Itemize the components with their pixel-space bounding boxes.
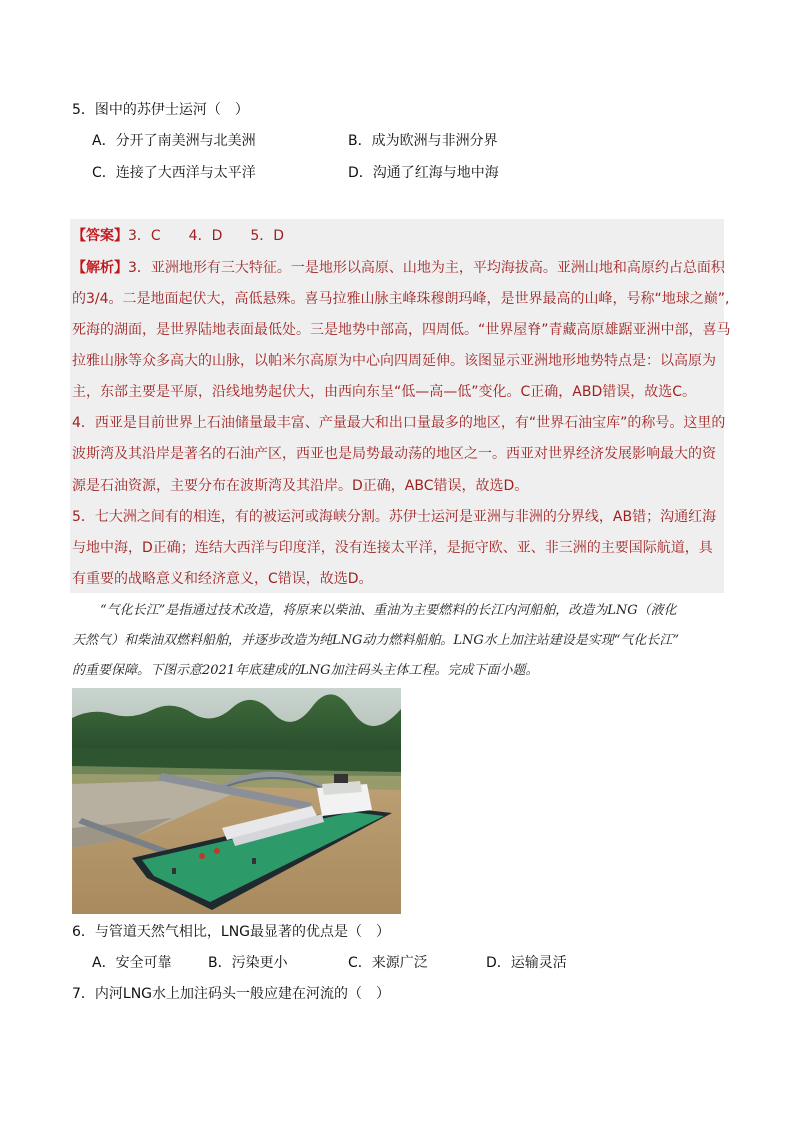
- analysis-p4-line2: 波斯湾及其沿岸是著名的石油产区，西亚也是局势最动荡的地区之一。西亚对世界经济发展影响最大的资: [72, 446, 716, 462]
- lng-terminal-photo: [72, 688, 401, 914]
- analysis-p3-line2: 的3/4。二是地面起伏大，高低悬殊。喜马拉雅山脉主峰珠穆朗玛峰，是世界最高的山峰，号称“地球之巅”,: [72, 291, 730, 307]
- analysis-p4-line1: 4．西亚是目前世界上石油储量最丰富、产量最大和出口量最多的地区，有“世界石油宝库”的称号。这里的: [72, 415, 726, 431]
- analysis-p3-line1: 3．亚洲地形有三大特征。一是地形以高原、山地为主，平均海拔高。亚洲山地和高原约占总面积: [128, 260, 725, 276]
- answer-text: 3．C 4．D 5．D: [128, 228, 285, 244]
- analysis-line-1: [72, 258, 725, 278]
- analysis-tag: 【解析】: [72, 260, 128, 276]
- q6-option-a: A．安全可靠: [92, 955, 172, 971]
- q6-stem: 6．与管道天然气相比，LNG最显著的优点是（ ）: [72, 924, 391, 940]
- q6-option-b: B．污染更小: [208, 955, 288, 971]
- q5-option-a: A．分开了南美洲与北美洲: [92, 133, 256, 149]
- analysis-p4-line3: 源是石油资源，主要分布在波斯湾及其沿岸。D正确，ABC错误，故选D。: [72, 478, 529, 494]
- passage-line-2: 天然气）和柴油双燃料船舶，并逐步改造为纯LNG动力燃料船舶。LNG水上加注站建设是实现“气化长江”: [72, 633, 680, 648]
- q5-stem: 5．图中的苏伊士运河（ ）: [72, 102, 249, 118]
- q5-option-d: D．沟通了红海与地中海: [348, 165, 499, 181]
- q5-option-b: B．成为欧洲与非洲分界: [348, 133, 498, 149]
- analysis-p5-line1: 5．七大洲之间有的相连，有的被运河或海峡分割。苏伊士运河是亚洲与非洲的分界线，AB错；沟通红海: [72, 509, 717, 525]
- q6-option-d: D．运输灵活: [486, 955, 567, 971]
- analysis-p5-line3: 有重要的战略意义和经济意义，C错误，故选D。: [72, 571, 373, 587]
- analysis-p3-line5: 主，东部主要是平原，沿线地势起伏大，由西向东呈“低—高—低”变化。C正确，ABD错误，故选C。: [72, 384, 697, 400]
- analysis-p5-line2: 与地中海，D正确；连结大西洋与印度洋，没有连接太平洋，是扼守欧、亚、非三洲的主要国际航道，具: [72, 540, 713, 556]
- answer-line: [72, 226, 284, 246]
- passage-line-3: 的重要保障。下图示意2021年底建成的LNG加注码头主体工程。完成下面小题。: [72, 663, 539, 678]
- analysis-p3-line3: 死海的湖面，是世界陆地表面最低处。三是地势中部高，四周低。“世界屋脊”青藏高原雄踞亚洲中部，喜马: [72, 322, 731, 338]
- q6-option-c: C．来源广泛: [348, 955, 428, 971]
- answer-tag: 【答案】: [72, 228, 128, 244]
- q7-stem: 7．内河LNG水上加注码头一般应建在河流的（ ）: [72, 986, 391, 1002]
- analysis-p3-line4: 拉雅山脉等众多高大的山脉，以帕米尔高原为中心向四周延伸。该图显示亚洲地形地势特点是：以高原为: [72, 353, 716, 369]
- passage-line-1: “气化长江”是指通过技术改造，将原来以柴油、重油为主要燃料的长江内河船舶，改造为LNG（液化: [100, 603, 677, 618]
- q5-option-c: C．连接了大西洋与太平洋: [92, 165, 256, 181]
